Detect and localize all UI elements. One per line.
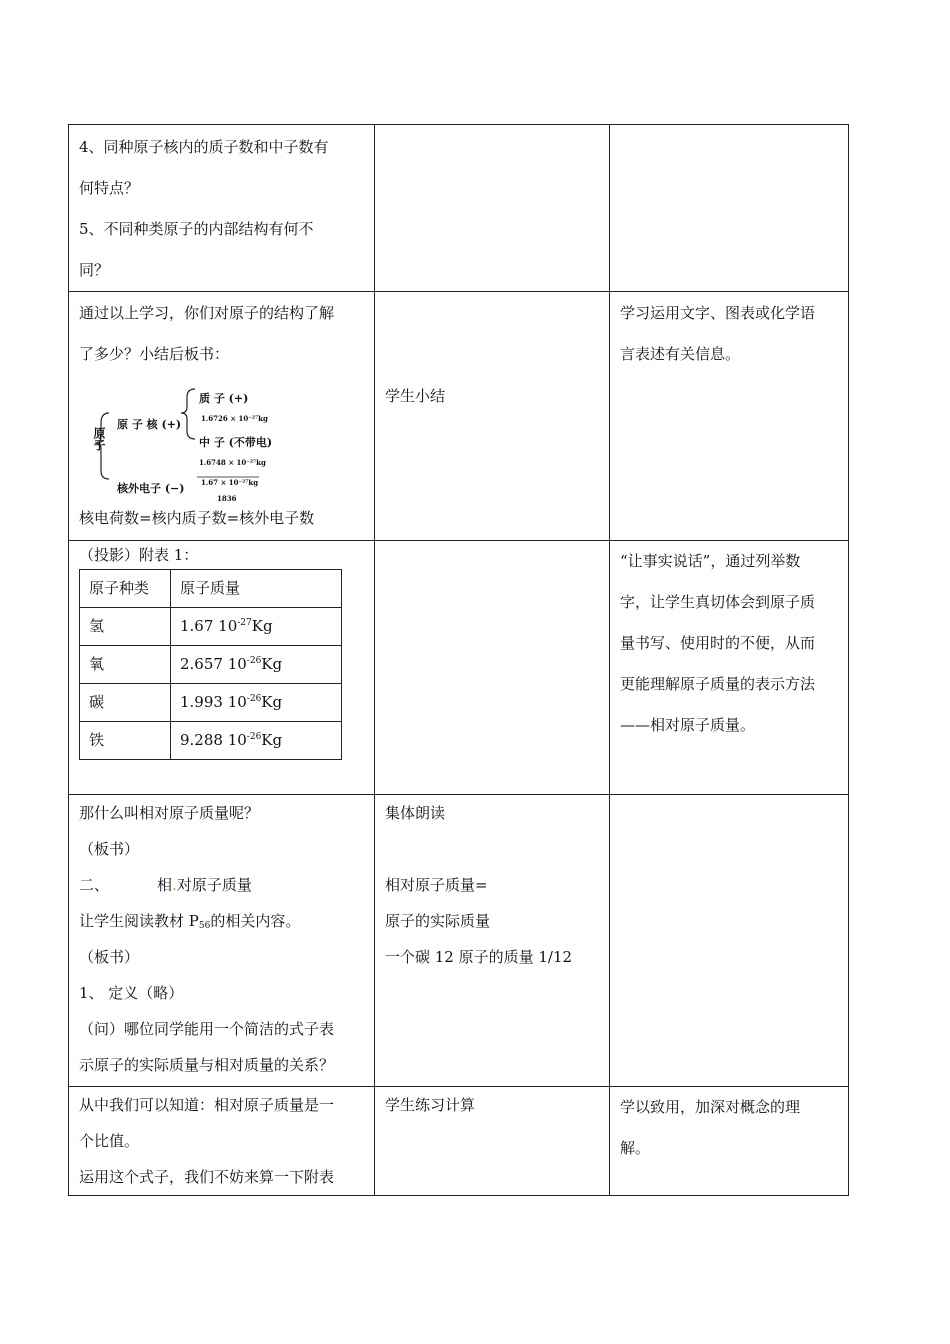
text-line: 二、 相.对原子质量 bbox=[79, 876, 252, 894]
text-line: 学习运用文字、图表或化学语 bbox=[620, 304, 816, 322]
teacher-activity-cell bbox=[69, 795, 375, 1087]
atom-mass: 1.67 $10^{-27}Kg$ bbox=[171, 608, 342, 646]
atom-label: 原子 bbox=[92, 427, 106, 451]
atom-mass-table bbox=[79, 569, 342, 760]
text-line: 了多少？小结后板书： bbox=[79, 345, 230, 363]
text-line: ——相对原子质量。 bbox=[620, 716, 756, 734]
column-header: 原子质量 bbox=[171, 570, 342, 608]
text-line: 从中我们可以知道：相对原子质量是一 bbox=[79, 1096, 335, 1114]
electron-mass-denominator: 1836 bbox=[217, 494, 237, 503]
atom-name: 碳 bbox=[80, 684, 171, 722]
table-row bbox=[69, 1087, 849, 1196]
text-line: （板书） bbox=[79, 948, 140, 966]
atom-structure-diagram bbox=[79, 379, 289, 503]
table-row bbox=[80, 608, 342, 646]
text-line: 何特点？ bbox=[79, 179, 140, 197]
student-activity-cell bbox=[375, 541, 610, 795]
design-intent-cell bbox=[610, 541, 849, 795]
electron-mass-numerator: 1.67 × 10⁻²⁷kg bbox=[201, 478, 259, 487]
column-header: 原子种类 bbox=[80, 570, 171, 608]
atom-name: 铁 bbox=[80, 722, 171, 760]
atom-name: 氢 bbox=[80, 608, 171, 646]
atom-name: 氧 bbox=[80, 646, 171, 684]
atom-mass: 9.288 $10^{-26}Kg$ bbox=[171, 722, 342, 760]
table-header-row bbox=[80, 570, 342, 608]
nucleus-label: 原 子 核 (+) bbox=[117, 418, 182, 431]
text-line: 5、不同种类原子的内部结构有何不 bbox=[79, 220, 314, 238]
text-line: 集体朗读 bbox=[385, 804, 446, 822]
text-line: “让事实说话”，通过列举数 bbox=[620, 552, 801, 570]
text-line: 那什么叫相对原子质量呢？ bbox=[79, 804, 260, 822]
text-line: 量书写、使用时的不便，从而 bbox=[620, 634, 816, 652]
atom-mass: 1.993 $10^{-26}Kg$ bbox=[171, 684, 342, 722]
teacher-activity-cell bbox=[69, 125, 375, 292]
text-line: 更能理解原子质量的表示方法 bbox=[620, 675, 816, 693]
student-activity-cell bbox=[375, 292, 610, 541]
text-line: （板书） bbox=[79, 840, 140, 858]
text-line: 示原子的实际质量与相对质量的关系？ bbox=[79, 1056, 335, 1074]
table-row bbox=[69, 795, 849, 1087]
text-line: 让学生阅读教材 $P_{56}$的相关内容。 bbox=[79, 912, 301, 931]
student-activity-cell bbox=[375, 125, 610, 292]
table-row bbox=[69, 125, 849, 292]
electron-label: 核外电子 (−) bbox=[117, 482, 185, 495]
text-line: 通过以上学习，你们对原子的结构了解 bbox=[79, 304, 335, 322]
text-line: 相对原子质量= bbox=[385, 876, 488, 894]
table-row bbox=[69, 541, 849, 795]
text-line: （投影）附表 1： bbox=[79, 546, 199, 564]
text-line: 字，让学生真切体会到原子质 bbox=[620, 593, 816, 611]
teacher-activity-cell bbox=[69, 1087, 375, 1196]
lesson-plan-table bbox=[68, 124, 849, 1196]
design-intent-cell bbox=[610, 1087, 849, 1196]
spacer bbox=[385, 831, 599, 867]
text-line: 学生小结 bbox=[385, 387, 446, 405]
text-line: 个比值。 bbox=[79, 1132, 140, 1150]
proton-label: 质 子 (+) bbox=[199, 392, 249, 405]
neutron-label: 中 子 (不带电) bbox=[199, 436, 273, 449]
table-row bbox=[69, 292, 849, 541]
text-line: 言表述有关信息。 bbox=[620, 345, 741, 363]
table-row bbox=[80, 722, 342, 760]
teacher-activity-cell bbox=[69, 292, 375, 541]
design-intent-cell bbox=[610, 125, 849, 292]
text-line: 学以致用，加深对概念的理 bbox=[620, 1098, 801, 1116]
student-activity-cell bbox=[375, 795, 610, 1087]
text-line: 4、同种原子核内的质子数和中子数有 bbox=[79, 138, 329, 156]
atom-mass: 2.657 $10^{-26}Kg$ bbox=[171, 646, 342, 684]
table-row bbox=[80, 684, 342, 722]
teacher-activity-cell bbox=[69, 541, 375, 795]
proton-mass: 1.6726 × 10⁻²⁷kg bbox=[201, 414, 268, 423]
neutron-mass: 1.6748 × 10⁻²⁷kg bbox=[199, 458, 266, 467]
text-line: 解。 bbox=[620, 1139, 651, 1157]
text-line: 同？ bbox=[79, 261, 110, 279]
student-activity-cell bbox=[375, 1087, 610, 1196]
text-line: 学生练习计算 bbox=[385, 1096, 476, 1114]
design-intent-cell bbox=[610, 795, 849, 1087]
text-line: （问）哪位同学能用一个简洁的式子表 bbox=[79, 1020, 335, 1038]
design-intent-cell bbox=[610, 292, 849, 541]
text-line: 核电荷数=核内质子数=核外电子数 bbox=[79, 509, 315, 527]
text-line: 一个碳 12 原子的质量 1/12 bbox=[385, 948, 573, 966]
text-line: 1、 定义（略） bbox=[79, 984, 184, 1002]
text-line: 原子的实际质量 bbox=[385, 912, 491, 930]
table-row bbox=[80, 646, 342, 684]
text-line: 运用这个式子，我们不妨来算一下附表 bbox=[79, 1168, 335, 1186]
